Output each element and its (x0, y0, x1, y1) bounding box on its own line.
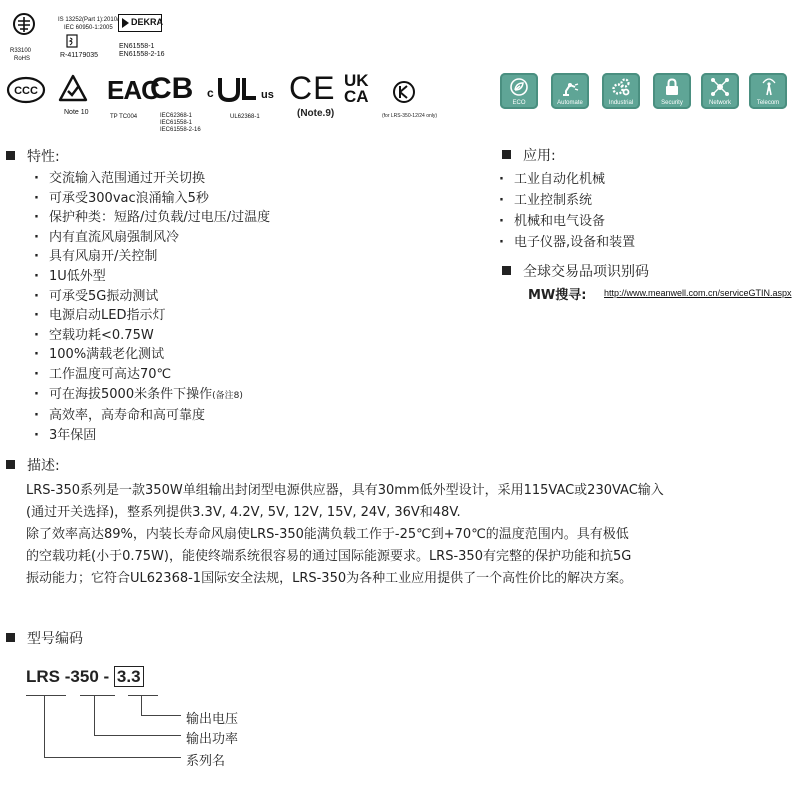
ccc-text: CCC (14, 85, 38, 97)
cb-label: CB (150, 72, 194, 105)
feature-item: · 可承受5G振动测试 (30, 287, 270, 307)
feature-item: · 电源启动LED指示灯 (30, 306, 270, 326)
application-item: · 电子仪器,设备和装置 (495, 232, 635, 253)
feature-item: · 可承受300vac浪涌输入5秒 (30, 189, 270, 209)
feature-item: · 高效率，高寿命和高可靠度 (30, 406, 270, 426)
application-item: · 工业自动化机械 (495, 169, 635, 190)
app-icon-telecom (749, 73, 787, 109)
feature-item: · 工作温度可高达70℃ (30, 365, 270, 385)
model-voltage: 3.3 (114, 666, 144, 687)
model-dash: - (64, 667, 71, 686)
ukca-line2: CA (344, 87, 369, 106)
app-icon-label: ECO (512, 100, 526, 106)
feature-item: · 3年保固 (30, 426, 270, 446)
application-item: · 工业控制系统 (495, 190, 635, 211)
applications-list (495, 169, 635, 253)
lock-icon (662, 77, 682, 97)
model-power: 350 (70, 667, 99, 686)
app-icon-industrial (602, 73, 640, 109)
applications-heading (502, 145, 556, 165)
cb-std-line2: IEC61558-1 (160, 120, 193, 126)
gtin-heading (502, 261, 649, 281)
feature-item: · 内有直流风扇强制风冷 (30, 228, 270, 248)
tp-tc-label: TP TC004 (110, 114, 138, 120)
app-icon-eco (500, 73, 538, 109)
features-heading (6, 146, 60, 166)
app-icon-label: Network (708, 100, 731, 106)
model-label-series: 系列名 (186, 754, 226, 769)
bis-logo-icon (66, 34, 78, 48)
bullet-square-icon (6, 151, 15, 160)
model-code (26, 667, 144, 687)
app-icon-network (701, 73, 739, 109)
bis-std-line2: IEC 60950-1:2005 (64, 25, 113, 31)
app-icon-label: Industrial (608, 100, 634, 106)
bullet-square-icon (502, 150, 511, 159)
gears-icon (611, 77, 631, 97)
feature-item: · 100%满载老化测试 (30, 345, 270, 365)
bsmi-logo-icon (12, 12, 36, 42)
gtin-heading-text: 全球交易品项识别码 (523, 264, 649, 280)
eac-label: EAC (107, 75, 159, 105)
bullet-square-icon (502, 266, 511, 275)
description-heading-text: 描述: (27, 458, 60, 474)
bullet-square-icon (6, 633, 15, 642)
feature-item (30, 385, 270, 407)
ce-label: CE (289, 70, 336, 106)
bullet-square-icon (6, 460, 15, 469)
ccc-logo-icon (6, 76, 46, 104)
feature-item: · 具有风扇开/关控制 (30, 247, 270, 267)
model-heading-text: 型号编码 (27, 631, 83, 647)
bis-std-line1: IS 13252(Part 1):2010/ (58, 17, 119, 23)
features-list (30, 169, 270, 445)
features-heading-text: 特性: (27, 149, 60, 165)
description-line: LRS-350系列是一款350W单组输出封闭型电源供应器，具有30mm低外型设计，采用115VAC或230VAC输入 (26, 483, 664, 498)
feature-item: · 空载功耗<0.75W (30, 326, 270, 346)
gtin-url-link[interactable]: http://www.meanwell.com.cn/serviceGTIN.aspx (604, 288, 792, 298)
leaf-icon (509, 77, 529, 97)
app-icon-label: Telecom (756, 100, 780, 106)
note9-label: (Note.9) (297, 108, 335, 119)
bsmi-code: R33100 (10, 48, 32, 54)
feature-item: · 保护种类：短路/过负载/过电压/过温度 (30, 208, 270, 228)
ul-std-label: UL62368-1 (230, 114, 260, 120)
feature-item: · 交流输入范围通过开关切换 (30, 169, 270, 189)
feature-item: · 1U低外型 (30, 267, 270, 287)
cb-std-line1: IEC62368-1 (160, 113, 193, 119)
note10-label: Note 10 (64, 109, 89, 116)
rohs-label: RoHS (14, 56, 31, 62)
network-icon (710, 77, 730, 97)
bis-registration: R-41179035 (60, 52, 99, 59)
kc-logo-icon (392, 80, 416, 104)
cb-std-line3: IEC61558-2-16 (160, 127, 201, 133)
model-label-voltage: 输出电压 (186, 712, 239, 727)
description-line: 的空载功耗(小于0.75W)，能使终端系统很容易的通过国际能源要求。LRS-350有完整的保护功能和抗5G (26, 549, 632, 564)
dekra-label: DEKRA (131, 17, 164, 27)
app-icon-security (653, 73, 691, 109)
ul-c-label: c (207, 86, 214, 100)
ukca-line1: UK (344, 71, 369, 90)
app-icon-label: Automate (557, 100, 583, 106)
model-dash: - (103, 667, 110, 686)
description-line: 除了效率高达89%，内装长寿命风扇使LRS-350能满负载工作于-25℃到+70℃的温度范围内。具有极低 (26, 527, 629, 542)
app-icon-label: Security (661, 100, 683, 106)
application-item: · 机械和电气设备 (495, 211, 635, 232)
model-series: LRS (26, 667, 60, 686)
app-icon-automate (551, 73, 589, 109)
applications-heading-text: 应用: (523, 148, 556, 164)
model-heading (6, 628, 83, 648)
description-line: (通过开关选择)，整系列提供3.3V, 4.2V, 5V, 12V, 15V, 24V, 36V和48V. (26, 505, 461, 520)
dekra-std-line2: EN61558-2-16 (119, 51, 165, 58)
altitude-note: (备注8) (212, 390, 243, 401)
ul-us-label: us (261, 89, 274, 101)
feature-item-text: 可在海拔5000米条件下操作 (49, 386, 213, 402)
model-label-power: 输出功率 (186, 732, 239, 747)
kc-note: (for LRS-350-12/24 only) (382, 113, 438, 119)
description-heading (6, 455, 60, 475)
antenna-icon (758, 77, 778, 97)
dekra-arrow-icon (121, 17, 131, 29)
mw-search-label: MW搜寻: (528, 288, 587, 303)
description-line: 振动能力；它符合UL62368-1国际安全法规，LRS-350为各种工业应用提供了一个高性价比的解决方案。 (26, 571, 633, 586)
ul-logo-icon (217, 74, 259, 104)
tuv-triangle-icon (58, 74, 88, 104)
dekra-std-line1: EN61558-1 (119, 43, 155, 50)
robot-arm-icon (560, 77, 580, 97)
